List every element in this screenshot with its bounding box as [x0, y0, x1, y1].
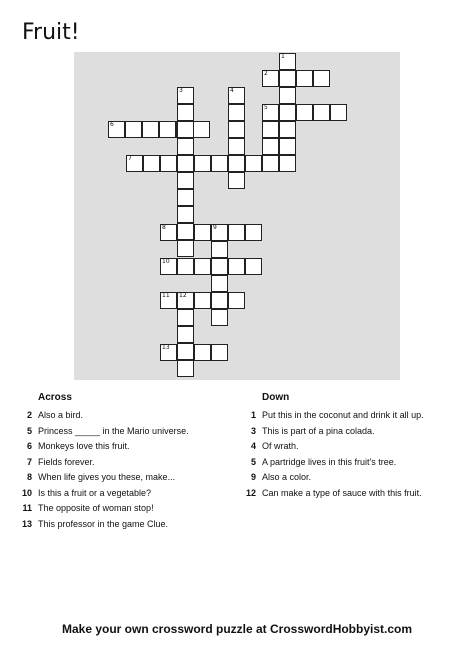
clue-text: Put this in the coconut and drink it all up. — [262, 410, 424, 420]
puzzle-title: Fruit! — [22, 20, 80, 45]
grid-cell[interactable] — [262, 155, 279, 172]
grid-cell[interactable] — [262, 138, 279, 155]
cell-number: 1 — [281, 53, 285, 60]
grid-cell[interactable] — [177, 206, 194, 223]
clue-number: 9 — [250, 472, 256, 482]
cell-number: 10 — [162, 258, 170, 265]
grid-cell[interactable] — [177, 258, 194, 275]
grid-cell[interactable] — [108, 121, 125, 138]
clue-item[interactable] — [20, 441, 130, 451]
clue-number: 3 — [250, 425, 256, 436]
clue-text: The opposite of woman stop! — [38, 503, 154, 513]
grid-cell[interactable] — [245, 155, 262, 172]
grid-cell[interactable] — [279, 155, 296, 172]
grid-cell[interactable] — [245, 224, 262, 241]
cell-number: 13 — [162, 344, 170, 351]
clue-item[interactable] — [20, 457, 95, 467]
grid-cell[interactable] — [160, 344, 177, 361]
grid-cell[interactable] — [211, 292, 228, 309]
clue-text: When life gives you these, make... — [38, 472, 176, 482]
clue-item[interactable] — [244, 472, 311, 482]
grid-cell[interactable] — [330, 104, 347, 121]
clue-number: 8 — [26, 472, 32, 482]
grid-cell[interactable] — [177, 172, 194, 189]
clue-item[interactable] — [244, 488, 422, 498]
grid-cell[interactable] — [194, 155, 211, 172]
cell-number: 4 — [230, 87, 234, 94]
grid-cell[interactable] — [160, 155, 177, 172]
grid-cell[interactable] — [228, 155, 245, 172]
cell-number: 6 — [110, 121, 114, 128]
clue-text: Of wrath. — [262, 441, 299, 451]
grid-cell[interactable] — [228, 224, 245, 241]
grid-cell[interactable] — [143, 155, 160, 172]
footer-text: Make your own crossword puzzle at CrosswordHobbyist.com — [61, 622, 413, 636]
grid-cell[interactable] — [211, 258, 228, 275]
grid-cell[interactable] — [211, 224, 228, 241]
grid-cell[interactable] — [262, 70, 279, 87]
grid-cell[interactable] — [160, 258, 177, 275]
clue-number: 10 — [21, 487, 32, 498]
grid-cell[interactable] — [228, 292, 245, 309]
grid-cell[interactable] — [159, 121, 176, 138]
clue-number: 13 — [21, 518, 32, 529]
clue-number: 5 — [250, 456, 256, 467]
grid-cell[interactable] — [279, 138, 296, 155]
clue-text: This is part of a pina colada. — [262, 425, 375, 436]
grid-cell[interactable] — [313, 104, 330, 121]
down-heading: Down — [262, 392, 290, 403]
clue-text: Also a color. — [262, 472, 312, 482]
grid-cell[interactable] — [177, 360, 194, 377]
grid-cell[interactable] — [177, 326, 194, 343]
clue-number: 6 — [26, 441, 32, 451]
grid-cell[interactable] — [177, 240, 194, 257]
grid-cell[interactable] — [142, 121, 159, 138]
grid-cell[interactable] — [177, 87, 194, 104]
clue-text: A partridge lives in this fruit's tree. — [262, 456, 397, 467]
clue-item[interactable] — [20, 410, 83, 420]
grid-cell[interactable] — [177, 104, 194, 121]
clue-item[interactable] — [20, 519, 168, 529]
crossword-grid — [74, 52, 400, 380]
clue-number: 2 — [26, 410, 32, 420]
cell-number: 12 — [179, 292, 187, 299]
clue-text: Also a bird. — [38, 410, 84, 420]
grid-cell[interactable] — [245, 258, 262, 275]
grid-cell[interactable] — [296, 70, 313, 87]
grid-cell[interactable] — [279, 70, 296, 87]
cell-number: 9 — [213, 224, 217, 231]
grid-cell[interactable] — [228, 258, 245, 275]
grid-cell[interactable] — [126, 155, 143, 172]
grid-cell[interactable] — [228, 104, 245, 121]
clue-item[interactable] — [244, 426, 375, 436]
grid-cell[interactable] — [211, 155, 228, 172]
grid-cell[interactable] — [177, 138, 194, 155]
cell-number: 2 — [264, 70, 268, 77]
grid-cell[interactable] — [296, 104, 313, 121]
across-heading: Across — [38, 392, 72, 403]
grid-cell[interactable] — [194, 292, 211, 309]
grid-cell[interactable] — [279, 104, 296, 121]
grid-cell[interactable] — [262, 104, 279, 121]
grid-cell[interactable] — [313, 70, 330, 87]
clue-item[interactable] — [20, 472, 175, 482]
grid-cell[interactable] — [177, 343, 194, 360]
clue-text: Fields forever. — [38, 456, 95, 467]
clue-text: Monkeys love this fruit. — [38, 441, 130, 451]
grid-cell[interactable] — [211, 309, 228, 326]
cell-number: 5 — [264, 104, 268, 111]
clue-item[interactable] — [20, 503, 154, 513]
cell-number: 8 — [162, 224, 166, 231]
clue-item[interactable] — [20, 426, 189, 436]
grid-cell[interactable] — [193, 121, 210, 138]
clue-number: 1 — [250, 410, 256, 420]
grid-cell[interactable] — [228, 172, 245, 189]
grid-cell[interactable] — [177, 223, 194, 240]
clue-number: 5 — [26, 425, 32, 436]
grid-cell[interactable] — [211, 241, 228, 258]
grid-cell[interactable] — [262, 121, 279, 138]
grid-cell[interactable] — [177, 189, 194, 206]
grid-cell[interactable] — [194, 224, 211, 241]
clue-number: 12 — [245, 487, 256, 498]
clue-number: 11 — [22, 503, 32, 513]
cell-number: 3 — [179, 87, 183, 94]
grid-cell[interactable] — [177, 155, 194, 172]
grid-cell[interactable] — [228, 138, 245, 155]
grid-cell[interactable] — [160, 224, 177, 241]
cell-number: 7 — [128, 155, 132, 162]
clue-text: Is this a fruit or a vegetable? — [38, 487, 152, 498]
cell-number: 11 — [162, 292, 170, 299]
grid-cell[interactable] — [177, 309, 194, 326]
grid-cell[interactable] — [279, 121, 296, 138]
grid-cell[interactable] — [177, 292, 194, 309]
clue-item[interactable] — [244, 410, 424, 420]
grid-cell[interactable] — [160, 292, 177, 309]
grid-cell[interactable] — [194, 258, 211, 275]
grid-cell[interactable] — [211, 275, 228, 292]
clue-item[interactable] — [20, 488, 151, 498]
grid-cell[interactable] — [211, 344, 228, 361]
grid-cell[interactable] — [228, 121, 245, 138]
grid-cell[interactable] — [177, 121, 194, 138]
grid-cell[interactable] — [125, 121, 142, 138]
grid-cell[interactable] — [279, 53, 296, 70]
grid-cell[interactable] — [279, 87, 296, 104]
clue-item[interactable] — [244, 441, 299, 451]
clue-number: 7 — [26, 456, 32, 467]
clue-number: 4 — [250, 441, 256, 451]
clue-text: Can make a type of sauce with this fruit. — [262, 487, 422, 498]
clue-text: This professor in the game Clue. — [38, 518, 169, 529]
clue-text: Princess _____ in the Mario universe. — [38, 425, 189, 436]
grid-cell[interactable] — [194, 344, 211, 361]
clue-item[interactable] — [244, 457, 396, 467]
grid-cell[interactable] — [228, 87, 245, 104]
